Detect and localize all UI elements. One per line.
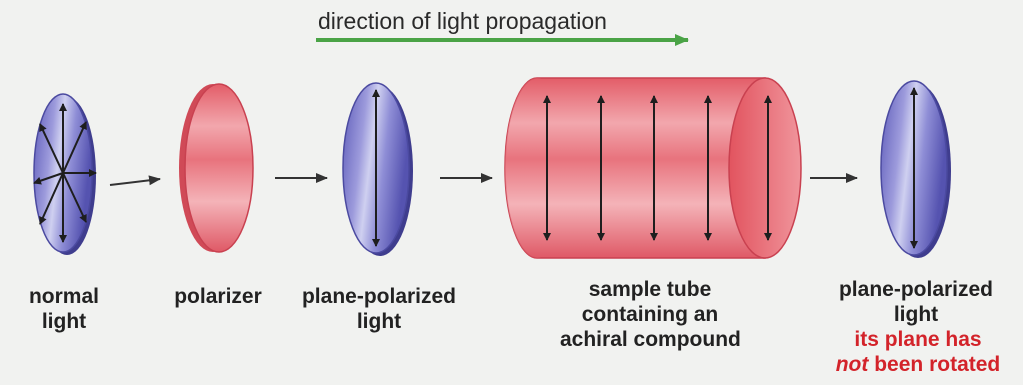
note-line: its plane has (854, 328, 982, 351)
rotation-note (826, 327, 1010, 377)
label-plane-polarized-1 (296, 284, 462, 334)
label-sample-tube (560, 277, 740, 352)
sample-tube (505, 78, 801, 258)
plane-polarized-disc-1 (343, 83, 413, 256)
label-plane-polarized-2 (826, 277, 1006, 327)
label-line: normal (28, 285, 99, 308)
label-line: achiral compound (560, 328, 741, 351)
label-line: light (41, 310, 87, 333)
label-line: light (356, 310, 402, 333)
flow-arrow-1 (110, 179, 160, 185)
label-line: light (893, 303, 939, 326)
label-line: plane-polarized (838, 278, 994, 301)
note-emphasis: not (835, 353, 869, 376)
normal-light-disc (34, 94, 96, 255)
label-normal-light (18, 284, 110, 334)
diagram-title: direction of light propagation (318, 8, 607, 34)
polarizer-disc (179, 84, 253, 252)
note-rest: been rotated (868, 353, 1001, 376)
label-line: plane-polarized (301, 285, 457, 308)
label-polarizer: polarizer (174, 285, 262, 308)
note-line (826, 352, 1010, 377)
label-line: sample tube (588, 278, 712, 301)
plane-polarized-disc-2 (881, 81, 951, 258)
label-line: containing an (581, 303, 719, 326)
